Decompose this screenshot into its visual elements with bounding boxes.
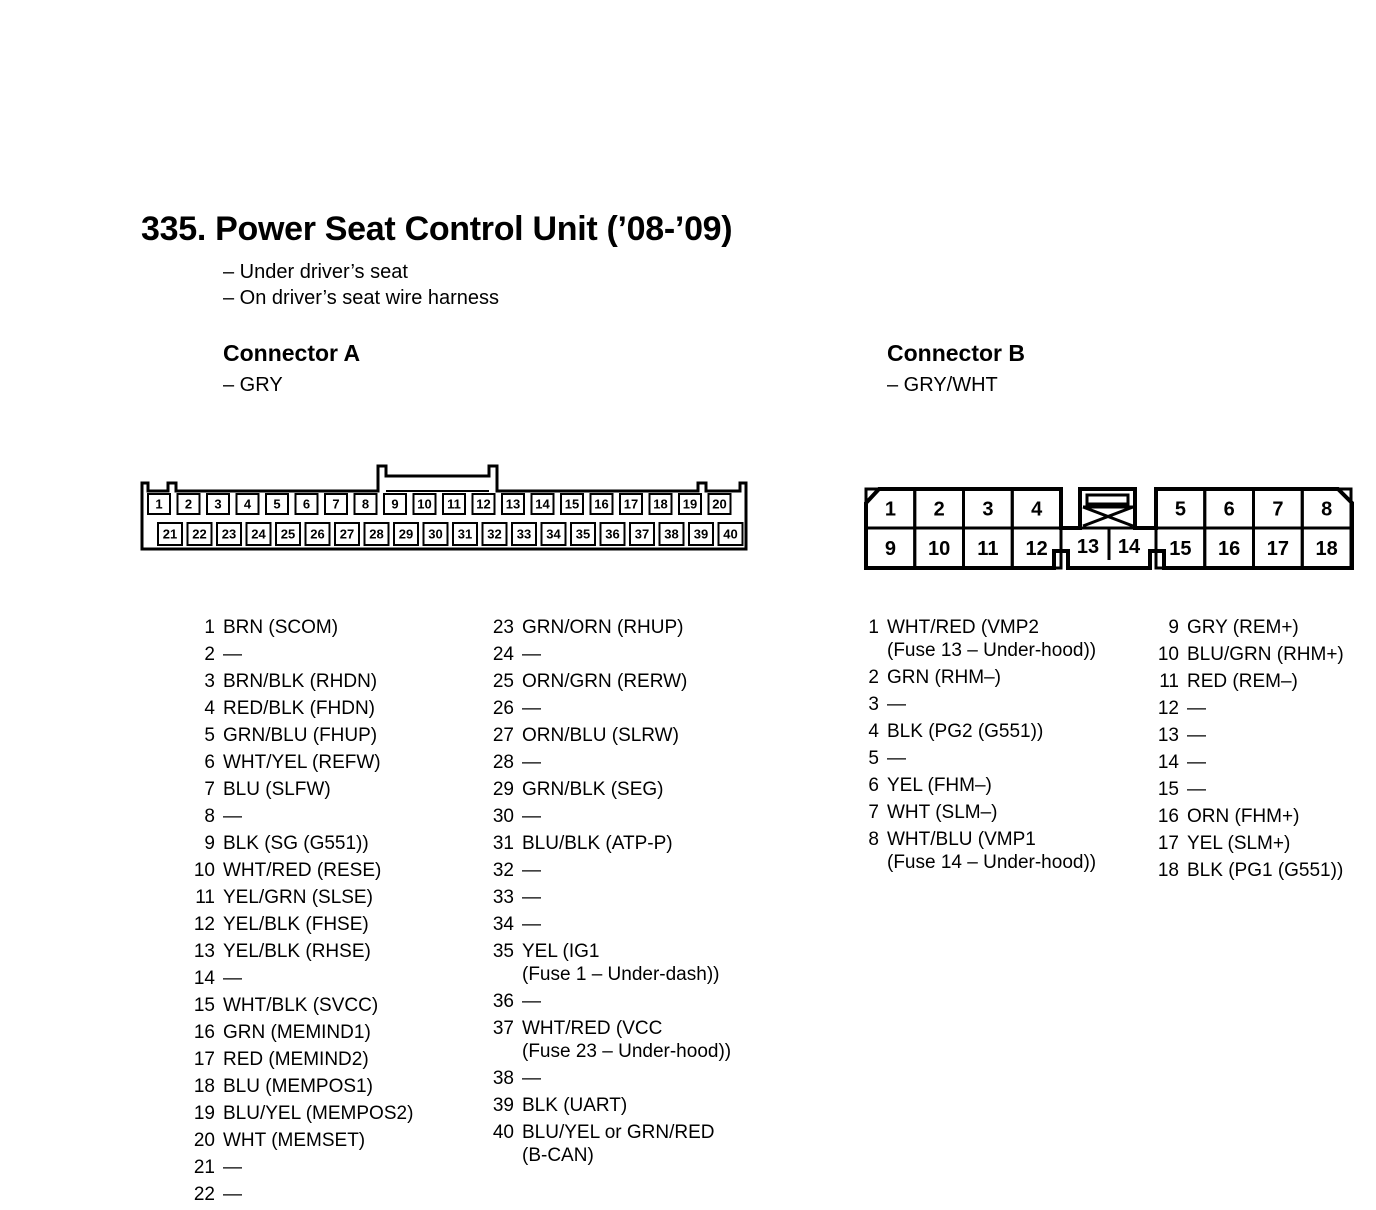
pin-number: 2 [204, 644, 215, 665]
pin-number: 4 [868, 721, 879, 742]
pin-label: 3 [214, 496, 222, 512]
pin-label: 13 [1076, 536, 1100, 558]
pin-cell-34 [542, 523, 566, 545]
pin-cell-39 [689, 523, 713, 545]
pin-number: 8 [204, 806, 215, 827]
pin-number: 13 [1157, 725, 1179, 746]
pin-cell-26 [306, 523, 330, 545]
pin-wire: BRN (SCOM) [223, 617, 339, 638]
pin-entry [855, 691, 1096, 718]
pin-number: 22 [193, 1184, 215, 1205]
pin-wire: ORN/BLU (SLRW) [522, 725, 679, 746]
pin-entry [1155, 749, 1344, 776]
pin-cell-18 [1302, 528, 1351, 568]
pin-label: 12 [1025, 538, 1048, 561]
pin-label: 10 [928, 538, 951, 561]
pin-entry [191, 776, 413, 803]
pin-cell-29 [394, 523, 418, 545]
pin-cell-16 [591, 494, 613, 514]
pin-number: 7 [868, 802, 879, 823]
pin-label: 9 [884, 538, 896, 561]
pin-wire: — [1187, 698, 1206, 719]
pin-number: 39 [492, 1095, 514, 1116]
pin-wire: BRN/BLK (RHDN) [223, 671, 378, 692]
pin-label: 1 [884, 498, 896, 521]
pin-wire: — [1187, 752, 1206, 773]
pin-wire-continuation: (B-CAN) [522, 1145, 594, 1166]
pin-entry [490, 911, 731, 938]
pin-label: 14 [535, 496, 550, 512]
pin-number: 28 [492, 752, 514, 773]
pin-entry [490, 695, 731, 722]
pin-entry [1155, 614, 1344, 641]
pin-cell-16 [1205, 528, 1254, 568]
pin-cell-13 [502, 494, 524, 514]
pin-wire: BLK (UART) [522, 1095, 628, 1116]
pin-cell-14 [532, 494, 554, 514]
connector-b-cells [866, 489, 1351, 568]
location-line-1: – Under driver’s seat [223, 261, 408, 283]
pin-wire: — [1187, 779, 1206, 800]
pin-entry [855, 745, 1096, 772]
pin-entry [191, 803, 413, 830]
pin-wire: YEL/GRN (SLSE) [223, 887, 373, 908]
pin-number: 31 [492, 833, 514, 854]
pin-entry [490, 749, 731, 776]
pin-entry [191, 830, 413, 857]
pin-entry [490, 857, 731, 884]
pin-label: 17 [623, 496, 639, 512]
pin-number: 4 [204, 698, 215, 719]
pin-cell-31 [453, 523, 477, 545]
pin-label: 36 [605, 526, 620, 542]
pin-wire: WHT/BLK (SVCC) [223, 995, 379, 1016]
pin-cell-6 [1205, 489, 1254, 528]
pin-cell-17 [620, 494, 642, 514]
pin-number: 29 [492, 779, 514, 800]
pin-number: 34 [492, 914, 514, 935]
pin-entry [490, 641, 731, 668]
pin-wire: — [522, 806, 541, 827]
pin-number: 23 [492, 617, 514, 638]
pin-label: 23 [221, 526, 237, 542]
pin-label: 3 [982, 498, 994, 521]
pin-cell-7 [325, 494, 347, 514]
pin-entry [191, 938, 413, 965]
pin-cell-3 [207, 494, 229, 514]
pin-entry [855, 799, 1096, 826]
pin-wire-continuation: (Fuse 1 – Under-dash)) [522, 964, 720, 985]
pin-cell-9 [866, 528, 915, 568]
pin-wire: — [887, 748, 906, 769]
pin-number: 3 [868, 694, 879, 715]
pin-entry [855, 664, 1096, 691]
connector-b-pin-list-2 [1155, 614, 1344, 884]
pin-entry [490, 803, 731, 830]
pin-wire: YEL (IG1 [522, 941, 600, 962]
pin-wire: — [223, 644, 242, 665]
pin-cell-3 [964, 489, 1013, 528]
pin-wire: — [522, 887, 541, 908]
pin-entry [191, 1154, 413, 1181]
pin-wire: GRN/BLK (SEG) [522, 779, 664, 800]
pin-cell-2 [178, 494, 200, 514]
pin-entry [191, 1019, 413, 1046]
pin-number: 7 [204, 779, 215, 800]
pin-wire-continuation: (Fuse 14 – Under-hood)) [887, 852, 1097, 873]
pin-entry [490, 722, 731, 749]
pin-wire: WHT/RED (VCC [522, 1018, 663, 1039]
pin-wire: YEL (FHM–) [887, 775, 992, 796]
pin-entry [1155, 695, 1344, 722]
pin-number: 21 [193, 1157, 215, 1178]
pin-cell-12 [473, 494, 495, 514]
pin-wire: YEL (SLM+) [1187, 833, 1291, 854]
pin-label: 39 [693, 526, 709, 542]
pin-label: 20 [712, 496, 727, 512]
pin-label: 11 [447, 496, 461, 512]
pin-label: 40 [723, 526, 738, 542]
connector-a-cells [148, 494, 743, 545]
pin-wire: GRN/BLU (FHUP) [223, 725, 378, 746]
pin-number: 11 [1159, 671, 1179, 692]
pin-wire: — [223, 1157, 242, 1178]
pin-label: 1 [155, 496, 163, 512]
pin-cell-32 [483, 523, 507, 545]
pin-cell-37 [630, 523, 654, 545]
pin-wire: — [522, 991, 541, 1012]
pin-number: 38 [492, 1068, 514, 1089]
pin-wire: GRY (REM+) [1187, 617, 1299, 638]
pin-label: 15 [1169, 538, 1192, 561]
pin-number: 9 [1168, 617, 1179, 638]
pin-entry [191, 965, 413, 992]
pin-number: 3 [204, 671, 215, 692]
pin-entry [191, 1127, 413, 1154]
pin-number: 19 [193, 1103, 215, 1124]
pin-cell-9 [384, 494, 406, 514]
pin-cell-7 [1254, 489, 1303, 528]
pin-wire: — [223, 806, 242, 827]
pin-label: 24 [251, 526, 266, 542]
pin-wire: WHT (MEMSET) [223, 1130, 366, 1151]
pin-entry [191, 1046, 413, 1073]
pin-wire: — [522, 914, 541, 935]
pin-wire: BLK (PG2 (G551)) [887, 721, 1044, 742]
pin-wire: — [522, 698, 541, 719]
pin-cell-15 [561, 494, 583, 514]
pin-cell-5 [1156, 489, 1205, 528]
pin-cell-4 [237, 494, 259, 514]
pin-number: 10 [1157, 644, 1179, 665]
pin-cell-40 [719, 523, 743, 545]
pin-number: 20 [193, 1130, 215, 1151]
pin-cell-1 [148, 494, 170, 514]
pin-cell-8 [355, 494, 377, 514]
pin-number: 15 [1157, 779, 1179, 800]
pin-number: 5 [204, 725, 215, 746]
pin-number: 12 [1157, 698, 1179, 719]
pin-entry [490, 614, 731, 641]
connector-a-color: – GRY [223, 374, 283, 396]
pin-label: 25 [280, 526, 296, 542]
pin-entry [191, 668, 413, 695]
pin-wire-continuation: (Fuse 13 – Under-hood)) [887, 640, 1097, 661]
pin-entry [1155, 668, 1344, 695]
pin-wire: YEL/BLK (FHSE) [223, 914, 369, 935]
pin-wire: ORN (FHM+) [1187, 806, 1300, 827]
pin-entry [191, 1181, 413, 1208]
pin-label: 33 [516, 526, 532, 542]
pin-number: 1 [204, 617, 215, 638]
pin-number: 12 [193, 914, 215, 935]
pin-entry [490, 988, 731, 1015]
pin-cell-27 [335, 523, 359, 545]
pin-wire: BLU/BLK (ATP-P) [522, 833, 673, 854]
pin-number: 15 [193, 995, 215, 1016]
pin-cell-2 [915, 489, 964, 528]
pin-number: 30 [492, 806, 514, 827]
pin-number: 16 [193, 1022, 215, 1043]
pin-entry [191, 884, 413, 911]
pin-number: 17 [1157, 833, 1179, 854]
pin-wire: WHT/RED (RESE) [223, 860, 382, 881]
pin-cell-22 [188, 523, 212, 545]
pin-cell-20 [709, 494, 731, 514]
pin-number: 37 [492, 1018, 514, 1039]
pin-label: 19 [682, 496, 698, 512]
pin-label: 14 [1117, 536, 1141, 558]
pin-number: 24 [492, 644, 514, 665]
pin-wire: BLU (MEMPOS1) [223, 1076, 373, 1097]
pin-cell-19 [679, 494, 701, 514]
pin-label: 7 [332, 496, 340, 512]
pin-label: 8 [361, 496, 370, 512]
pin-entry [490, 776, 731, 803]
pin-number: 1 [868, 617, 879, 638]
pin-cell-10 [414, 494, 436, 514]
pin-entry [855, 718, 1096, 745]
pin-wire: — [522, 860, 541, 881]
pin-number: 18 [1157, 860, 1179, 881]
pin-wire-continuation: (Fuse 23 – Under-hood)) [522, 1041, 732, 1062]
pin-label: 13 [505, 496, 521, 512]
pin-label: 11 [977, 538, 999, 561]
pin-label: 22 [192, 526, 207, 542]
pin-number: 17 [193, 1049, 215, 1070]
connector-b-pin-list-1 [855, 614, 1096, 876]
pin-wire: BLU/YEL or GRN/RED [522, 1122, 715, 1143]
pin-cell-36 [601, 523, 625, 545]
pin-label: 6 [1223, 498, 1235, 521]
pin-number: 35 [492, 941, 514, 962]
pin-cell-11 [443, 494, 465, 514]
pin-number: 6 [868, 775, 879, 796]
pin-label: 4 [1031, 498, 1043, 521]
pin-entry [1155, 722, 1344, 749]
pin-number: 33 [492, 887, 514, 908]
pin-label: 17 [1266, 538, 1289, 561]
pin-label: 18 [1315, 538, 1338, 561]
pin-entry [1155, 776, 1344, 803]
pin-label: 5 [1174, 498, 1186, 521]
pin-entry [1155, 803, 1344, 830]
pin-label: 18 [653, 496, 668, 512]
pin-wire: — [223, 1184, 242, 1205]
pin-entry [1155, 641, 1344, 668]
pin-wire: WHT (SLM–) [887, 802, 998, 823]
pin-label: 37 [634, 526, 650, 542]
pin-number: 13 [193, 941, 215, 962]
pin-number: 5 [868, 748, 879, 769]
pin-entry [191, 857, 413, 884]
pin-cell-21 [158, 523, 182, 545]
pin-wire: — [522, 1068, 541, 1089]
pin-cell-25 [276, 523, 300, 545]
pin-wire: — [522, 752, 541, 773]
connector-a-title: Connector A [223, 340, 361, 366]
pin-entry [191, 1073, 413, 1100]
pin-label: 21 [162, 526, 178, 542]
pin-number: 25 [492, 671, 514, 692]
page-title: 335. Power Seat Control Unit (’08-’09) [141, 210, 733, 248]
location-line-2: – On driver’s seat wire harness [223, 287, 500, 309]
connector-a-pin-list-1 [191, 614, 413, 1208]
pin-entry [191, 614, 413, 641]
pin-cell-38 [660, 523, 684, 545]
pin-label: 16 [594, 496, 609, 512]
pin-label: 35 [575, 526, 591, 542]
pin-wire: — [887, 694, 906, 715]
pin-cell-6 [296, 494, 318, 514]
pin-cell-24 [247, 523, 271, 545]
pin-label: 30 [428, 526, 443, 542]
pin-label: 27 [339, 526, 355, 542]
pin-wire: — [522, 644, 541, 665]
pin-wire: BLK (PG1 (G551)) [1187, 860, 1344, 881]
pin-label: 2 [933, 498, 945, 521]
pin-label: 9 [391, 496, 399, 512]
connector-b-title: Connector B [887, 340, 1025, 366]
pin-wire: GRN/ORN (RHUP) [522, 617, 684, 638]
pin-cell-30 [424, 523, 448, 545]
pin-number: 36 [492, 991, 514, 1012]
pin-wire: — [223, 968, 242, 989]
pin-cell-35 [571, 523, 595, 545]
pin-entry [490, 1065, 731, 1092]
pin-number: 14 [193, 968, 215, 989]
pin-wire: RED (MEMIND2) [223, 1049, 369, 1070]
pin-entry [191, 749, 413, 776]
pin-cell-17 [1254, 528, 1303, 568]
pin-number: 11 [195, 887, 215, 908]
pin-wire: BLU/GRN (RHM+) [1187, 644, 1344, 665]
pin-entry [490, 830, 731, 857]
pin-entry [191, 992, 413, 1019]
pin-entry [191, 695, 413, 722]
pin-entry [191, 722, 413, 749]
pin-label: 28 [369, 526, 384, 542]
connector-a-pin-list-2 [490, 614, 731, 1169]
pin-number: 18 [193, 1076, 215, 1097]
pin-label: 32 [487, 526, 502, 542]
pin-wire: BLU/YEL (MEMPOS2) [223, 1103, 414, 1124]
pin-cell-4 [1012, 489, 1061, 528]
connector-b-color: – GRY/WHT [887, 374, 998, 396]
pin-label: 38 [664, 526, 679, 542]
pin-wire: BLU (SLFW) [223, 779, 331, 800]
pin-number: 16 [1157, 806, 1179, 827]
pin-number: 26 [492, 698, 514, 719]
pin-entry [191, 641, 413, 668]
pin-number: 10 [193, 860, 215, 881]
pin-entry [191, 911, 413, 938]
pin-cell-5 [266, 494, 288, 514]
pin-label: 8 [1321, 498, 1333, 521]
pin-number: 32 [492, 860, 514, 881]
pin-cell-33 [512, 523, 536, 545]
pin-wire: YEL/BLK (RHSE) [223, 941, 371, 962]
pin-cell-11 [964, 528, 1013, 568]
pin-number: 9 [204, 833, 215, 854]
pin-label: 26 [310, 526, 325, 542]
pin-label: 15 [564, 496, 580, 512]
pin-wire: ORN/GRN (RERW) [522, 671, 688, 692]
pin-entry [490, 884, 731, 911]
pin-label: 4 [243, 496, 252, 512]
pin-cell-10 [915, 528, 964, 568]
pin-label: 29 [398, 526, 414, 542]
pin-wire: WHT/RED (VMP2 [887, 617, 1039, 638]
pin-cell-28 [365, 523, 389, 545]
pin-label: 16 [1218, 538, 1241, 561]
pin-number: 14 [1157, 752, 1179, 773]
pin-label: 6 [302, 496, 311, 512]
pin-wire: — [1187, 725, 1206, 746]
pin-entry [191, 1100, 413, 1127]
pin-label: 5 [273, 496, 281, 512]
pin-wire: WHT/BLU (VMP1 [887, 829, 1036, 850]
pin-entry [855, 772, 1096, 799]
pin-label: 2 [184, 496, 193, 512]
pin-wire: RED/BLK (FHDN) [223, 698, 376, 719]
pin-wire: WHT/YEL (REFW) [223, 752, 381, 773]
pin-number: 40 [492, 1122, 514, 1143]
pin-cell-18 [650, 494, 672, 514]
pin-cell-23 [217, 523, 241, 545]
pin-label: 7 [1272, 498, 1284, 521]
pin-entry [490, 668, 731, 695]
pin-wire: GRN (RHM–) [887, 667, 1001, 688]
pin-label: 12 [476, 496, 491, 512]
pin-number: 6 [204, 752, 215, 773]
pin-entry [490, 1092, 731, 1119]
pin-number: 8 [868, 829, 879, 850]
pin-wire: BLK (SG (G551)) [223, 833, 369, 854]
pin-number: 27 [492, 725, 514, 746]
pin-number: 2 [868, 667, 879, 688]
pin-label: 34 [546, 526, 561, 542]
pin-entry [1155, 857, 1344, 884]
pin-label: 10 [417, 496, 432, 512]
pin-wire: RED (REM–) [1187, 671, 1298, 692]
pin-entry [1155, 830, 1344, 857]
pin-wire: GRN (MEMIND1) [223, 1022, 371, 1043]
pin-label: 31 [457, 526, 473, 542]
